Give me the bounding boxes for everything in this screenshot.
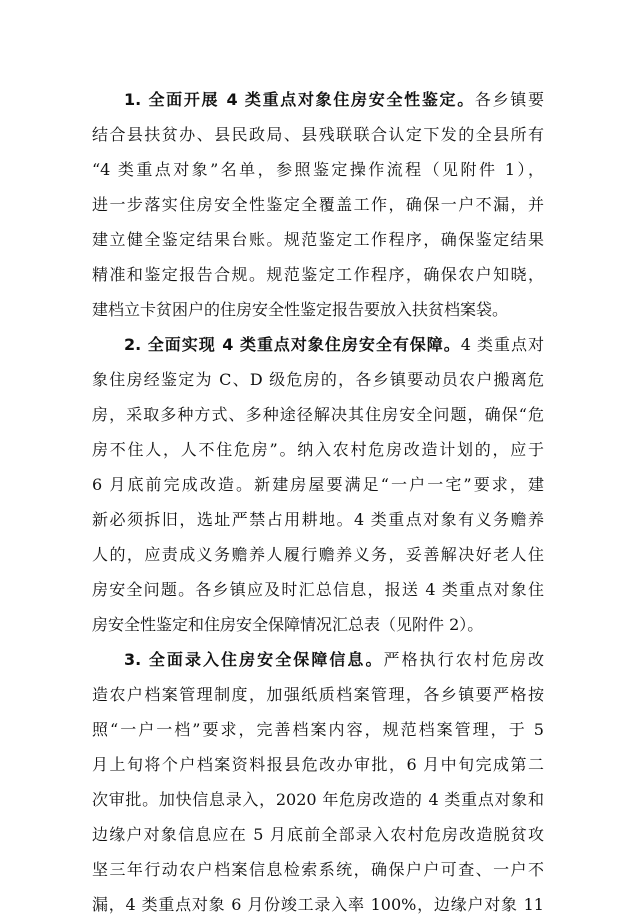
paragraph-line: 次审批。加快信息录入，2020 年危房改造的 4 类重点对象和 bbox=[92, 790, 544, 809]
paragraph-line: 新必须拆旧，选址严禁占用耕地。4 类重点对象有义务赡养 bbox=[92, 510, 544, 529]
paragraph-line: 象住房经鉴定为 C、D 级危房的，各乡镇要动员农户搬离危 bbox=[92, 370, 544, 389]
paragraph-line: 月上旬将个户档案资料报县危改办审批，6 月中旬完成第二 bbox=[92, 755, 544, 774]
section-2-line-1 bbox=[124, 330, 544, 360]
section-2-heading: 2. 全面实现 4 类重点对象住房安全有保障。 bbox=[124, 335, 461, 354]
section-3-line-1 bbox=[124, 645, 544, 675]
paragraph-line: 人的，应责成义务赡养人履行赡养义务，妥善解决好老人住 bbox=[92, 545, 544, 564]
section-1-line-1 bbox=[124, 85, 544, 115]
paragraph-line: 坚三年行动农户档案信息检索系统，确保户户可查、一户不 bbox=[92, 860, 544, 879]
section-2-text: 4 类重点对 bbox=[460, 335, 544, 354]
paragraph-line: 照“一户一档”要求，完善档案内容，规范档案管理，于 5 bbox=[92, 720, 544, 739]
paragraph-line: 漏，4 类重点对象 6 月份竣工录入率 100%，边缘户对象 11 bbox=[92, 895, 544, 914]
paragraph-line: 房安全问题。各乡镇应及时汇总信息，报送 4 类重点对象住 bbox=[92, 580, 544, 599]
paragraph-line: 精准和鉴定报告合规。规范鉴定工作程序，确保农户知晓， bbox=[92, 265, 544, 284]
paragraph-line: 房，采取多种方式、多种途径解决其住房安全问题，确保“危 bbox=[92, 405, 544, 424]
paragraph-line: “4 类重点对象”名单，参照鉴定操作流程（见附件 1）， bbox=[92, 160, 544, 179]
section-3-heading: 3. 全面录入住房安全保障信息。 bbox=[124, 650, 384, 669]
paragraph-line: 6 月底前完成改造。新建房屋要满足“一户一宅”要求，建 bbox=[92, 475, 544, 494]
paragraph-line: 造农户档案管理制度，加强纸质档案管理，各乡镇要严格按 bbox=[92, 685, 544, 704]
section-3-text: 严格执行农村危房改 bbox=[383, 650, 544, 669]
paragraph-line: 结合县扶贫办、县民政局、县残联联合认定下发的全县所有 bbox=[92, 125, 544, 144]
paragraph-line: 边缘户对象信息应在 5 月底前全部录入农村危房改造脱贫攻 bbox=[92, 825, 544, 844]
paragraph-line: 建立健全鉴定结果台账。规范鉴定工作程序，确保鉴定结果 bbox=[92, 230, 544, 249]
section-1-text: 各乡镇要 bbox=[474, 90, 544, 109]
paragraph-line: 房安全性鉴定和住房安全保障情况汇总表（见附件 2）。 bbox=[92, 615, 484, 634]
section-1-heading: 1. 全面开展 4 类重点对象住房安全性鉴定。 bbox=[124, 90, 475, 109]
paragraph-line: 建档立卡贫困户的住房安全性鉴定报告要放入扶贫档案袋。 bbox=[92, 300, 509, 319]
paragraph-line: 进一步落实住房安全性鉴定全覆盖工作，确保一户不漏，并 bbox=[92, 195, 544, 214]
paragraph-line: 房不住人，人不住危房”。纳入农村危房改造计划的，应于 bbox=[92, 440, 544, 459]
